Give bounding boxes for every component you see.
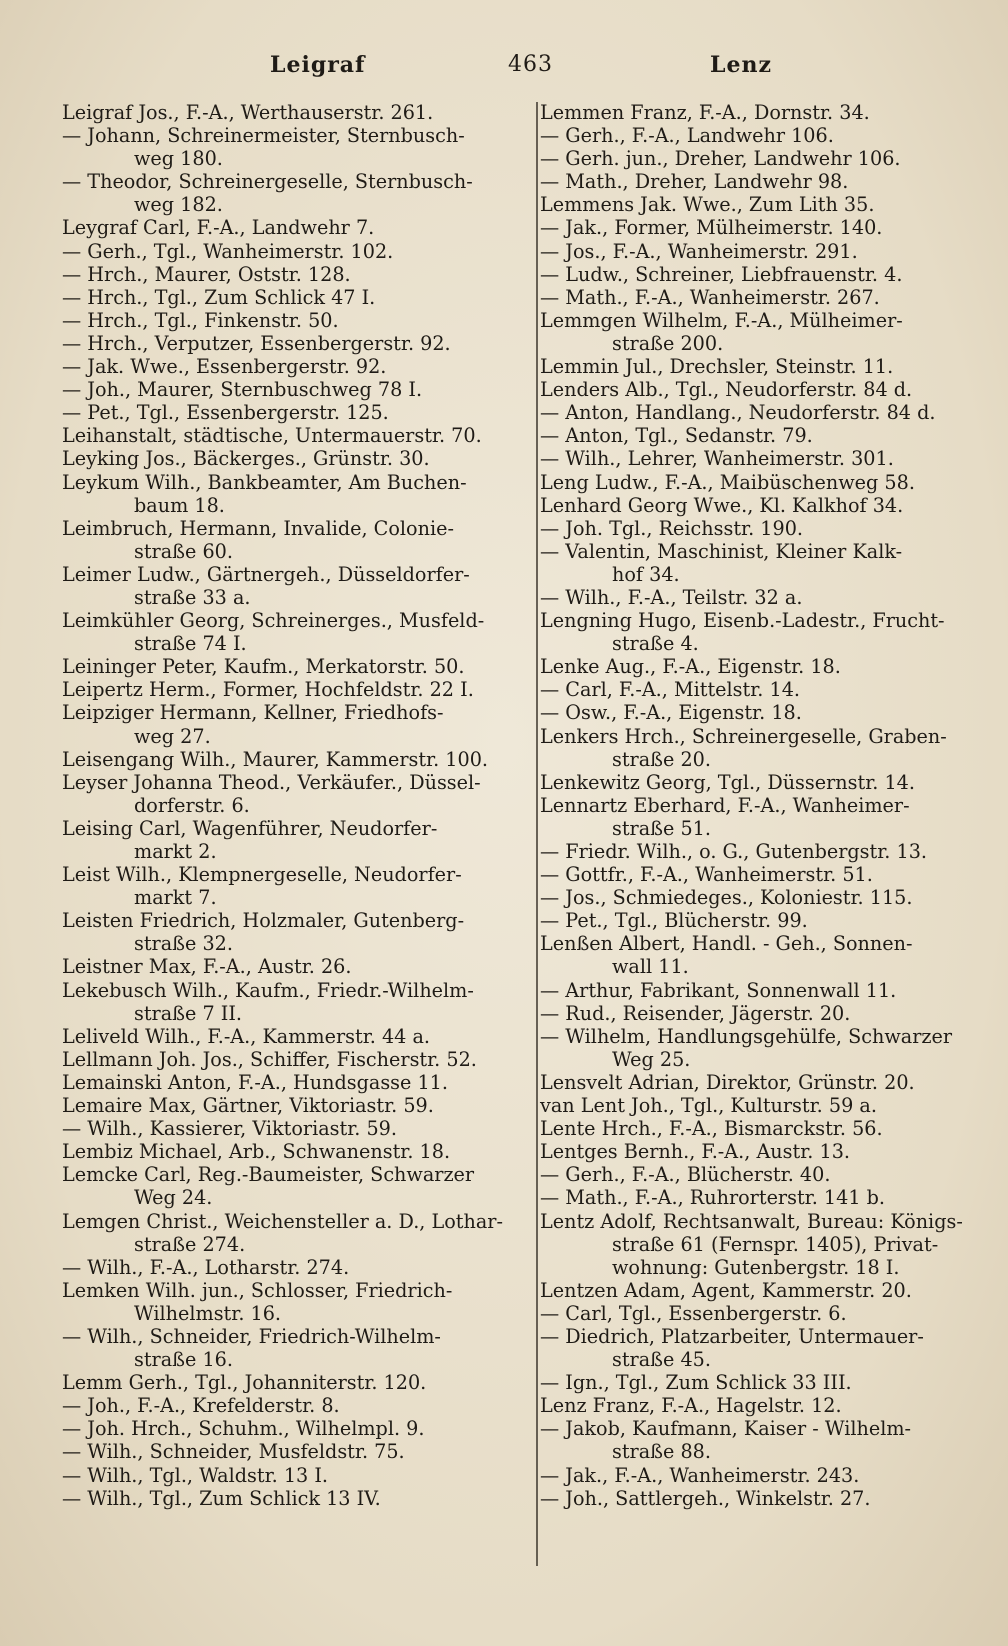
entry-line: Lemmin Jul., Drechsler, Steinstr. 11. bbox=[540, 355, 894, 379]
entry-line: — Gerh. jun., Dreher, Landwehr 106. bbox=[540, 147, 901, 171]
directory-entry bbox=[62, 447, 524, 470]
entry-line: Leimer Ludw., Gärtnergeh., Düsseldorfer- bbox=[62, 562, 470, 586]
directory-entry bbox=[540, 471, 984, 494]
entry-line: — Wilh., Kassierer, Viktoriastr. 59. bbox=[62, 1117, 397, 1141]
directory-entry bbox=[62, 378, 524, 401]
entry-continuation: baum 18. bbox=[134, 493, 225, 517]
entry-line: — Carl, F.-A., Mittelstr. 14. bbox=[540, 678, 801, 702]
entry-line: — Math., Dreher, Landwehr 98. bbox=[540, 170, 849, 194]
entry-continuation: wall 11. bbox=[612, 955, 689, 979]
entry-line: — Osw., F.-A., Eigenstr. 18. bbox=[540, 701, 802, 725]
entry-line: — Jak. Wwe., Essenbergerstr. 92. bbox=[62, 355, 387, 379]
directory-entry bbox=[62, 1417, 524, 1440]
directory-entry bbox=[62, 771, 524, 817]
directory-entry bbox=[540, 840, 984, 863]
entry-line: — Wilh., Schneider, Musfeldstr. 75. bbox=[62, 1440, 405, 1464]
directory-entry bbox=[62, 1325, 524, 1371]
entry-line: — Math., F.-A., Wanheimerstr. 267. bbox=[540, 285, 880, 309]
directory-entry bbox=[62, 1117, 524, 1140]
entry-line: — Jos., F.-A., Wanheimerstr. 291. bbox=[540, 239, 858, 263]
directory-entry bbox=[62, 170, 524, 216]
directory-entry bbox=[540, 193, 984, 216]
directory-entry bbox=[540, 932, 984, 978]
directory-entry bbox=[540, 1487, 984, 1510]
entry-line: Leygraf Carl, F.-A., Landwehr 7. bbox=[62, 216, 375, 240]
entry-line: — Hrch., Tgl., Finkenstr. 50. bbox=[62, 308, 339, 332]
entry-line: — Wilh., F.-A., Teilstr. 32 a. bbox=[540, 585, 803, 609]
entry-line: Lentzen Adam, Agent, Kammerstr. 20. bbox=[540, 1278, 912, 1302]
entry-continuation: straße 88. bbox=[612, 1440, 711, 1464]
directory-entry bbox=[62, 1210, 524, 1256]
entry-line: Leyking Jos., Bäckerges., Grünstr. 30. bbox=[62, 447, 430, 471]
entry-line: — Joh., F.-A., Krefelderstr. 8. bbox=[62, 1394, 340, 1418]
entry-line: — Anton, Tgl., Sedanstr. 79. bbox=[540, 424, 813, 448]
directory-entry bbox=[540, 1279, 984, 1302]
entry-line: — Joh., Sattlergeh., Winkelstr. 27. bbox=[540, 1486, 871, 1510]
directory-entry bbox=[540, 1394, 984, 1417]
directory-entry bbox=[62, 216, 524, 239]
directory-entry bbox=[540, 678, 984, 701]
entry-line: Lemmen Franz, F.-A., Dornstr. 34. bbox=[540, 101, 870, 124]
entry-line: — Jak., F.-A., Wanheimerstr. 243. bbox=[540, 1463, 860, 1487]
entry-continuation: weg 180. bbox=[134, 147, 223, 171]
directory-entry bbox=[540, 586, 984, 609]
entry-line: Lemcke Carl, Reg.-Baumeister, Schwarzer bbox=[62, 1163, 475, 1187]
entry-line: Leigraf Jos., F.-A., Werthauserstr. 261. bbox=[62, 101, 434, 124]
directory-entry bbox=[540, 1025, 984, 1071]
directory-entry bbox=[540, 540, 984, 586]
entry-line: Lellmann Joh. Jos., Schiffer, Fischerstr. 52. bbox=[62, 1047, 477, 1071]
directory-entry bbox=[540, 240, 984, 263]
directory-entry bbox=[62, 1048, 524, 1071]
directory-entry bbox=[540, 424, 984, 447]
directory-entry bbox=[540, 1325, 984, 1371]
directory-entry bbox=[540, 216, 984, 239]
entry-line: Leliveld Wilh., F.-A., Kammerstr. 44 a. bbox=[62, 1024, 431, 1048]
entry-line: — Joh. Hrch., Schuhm., Wilhelmpl. 9. bbox=[62, 1417, 425, 1441]
entry-line: Leipertz Herm., Former, Hochfeldstr. 22 I. bbox=[62, 678, 474, 702]
directory-entry bbox=[62, 240, 524, 263]
page-number: 463 bbox=[508, 52, 553, 77]
directory-entry bbox=[540, 494, 984, 517]
directory-entry bbox=[62, 1440, 524, 1463]
entry-continuation: straße 60. bbox=[134, 539, 233, 563]
entry-line: Leisengang Wilh., Maurer, Kammerstr. 100. bbox=[62, 747, 489, 771]
entry-line: — Theodor, Schreinergeselle, Sternbusch- bbox=[62, 170, 473, 194]
entry-continuation: straße 45. bbox=[612, 1348, 711, 1372]
entry-line: — Wilhelm, Handlungsgehülfe, Schwarzer bbox=[540, 1024, 953, 1048]
entry-continuation: hof 34. bbox=[612, 562, 680, 586]
directory-entry bbox=[62, 609, 524, 655]
directory-entry bbox=[540, 701, 984, 724]
entry-line: Lentz Adolf, Rechtsanwalt, Bureau: Königs- bbox=[540, 1209, 963, 1233]
entry-line: Leimkühler Georg, Schreinerges., Musfeld- bbox=[62, 609, 485, 633]
directory-entry bbox=[62, 1163, 524, 1209]
directory-entry bbox=[540, 1210, 984, 1279]
directory-entry bbox=[62, 1487, 524, 1510]
entry-continuation: weg 182. bbox=[134, 193, 223, 217]
entry-line: — Carl, Tgl., Essenbergerstr. 6. bbox=[540, 1301, 847, 1325]
entry-line: Lenhard Georg Wwe., Kl. Kalkhof 34. bbox=[540, 493, 904, 517]
entry-continuation: straße 32. bbox=[134, 932, 233, 956]
directory-entry bbox=[540, 1163, 984, 1186]
entry-continuation: straße 7 II. bbox=[134, 1001, 243, 1025]
entry-line: — Jos., Schmiedeges., Koloniestr. 115. bbox=[540, 886, 913, 910]
directory-entry bbox=[540, 1094, 984, 1117]
directory-entry bbox=[62, 979, 524, 1025]
directory-entry bbox=[540, 286, 984, 309]
directory-entry bbox=[540, 1417, 984, 1463]
directory-entry bbox=[540, 1464, 984, 1487]
directory-entry bbox=[62, 817, 524, 863]
entry-line: — Jakob, Kaufmann, Kaiser - Wilhelm- bbox=[540, 1417, 912, 1441]
directory-entry bbox=[540, 309, 984, 355]
entry-line: — Ludw., Schreiner, Liebfrauenstr. 4. bbox=[540, 262, 903, 286]
entry-line: van Lent Joh., Tgl., Kulturstr. 59 a. bbox=[540, 1094, 877, 1118]
directory-entry bbox=[62, 263, 524, 286]
entry-line: Leist Wilh., Klempnergeselle, Neudorfer- bbox=[62, 863, 462, 887]
entry-continuation: straße 200. bbox=[612, 331, 724, 355]
entry-line: — Gerh., F.-A., Blücherstr. 40. bbox=[540, 1163, 831, 1187]
entry-line: Lemainski Anton, F.-A., Hundsgasse 11. bbox=[62, 1070, 448, 1094]
directory-entry bbox=[540, 1371, 984, 1394]
entry-line: Lekebusch Wilh., Kaufm., Friedr.-Wilhelm- bbox=[62, 978, 474, 1002]
directory-entry bbox=[62, 1140, 524, 1163]
entry-line: Leisten Friedrich, Holzmaler, Gutenberg- bbox=[62, 909, 465, 933]
entry-line: Lente Hrch., F.-A., Bismarckstr. 56. bbox=[540, 1117, 883, 1141]
entry-line: Leising Carl, Wagenführer, Neudorfer- bbox=[62, 816, 438, 840]
entry-line: Lemmens Jak. Wwe., Zum Lith 35. bbox=[540, 193, 875, 217]
directory-entry bbox=[62, 124, 524, 170]
entry-line: — Ign., Tgl., Zum Schlick 33 III. bbox=[540, 1371, 852, 1395]
directory-entry bbox=[62, 101, 524, 124]
entry-line: Lemm Gerh., Tgl., Johanniterstr. 120. bbox=[62, 1371, 427, 1395]
entry-line: — Jak., Former, Mülheimerstr. 140. bbox=[540, 216, 883, 240]
directory-entry bbox=[62, 332, 524, 355]
directory-entry bbox=[62, 1371, 524, 1394]
right-column bbox=[540, 101, 984, 1510]
directory-entry bbox=[62, 471, 524, 517]
entry-line: — Gerh., F.-A., Landwehr 106. bbox=[540, 124, 834, 148]
entry-continuation: straße 4. bbox=[612, 632, 699, 656]
entry-line: — Pet., Tgl., Blücherstr. 99. bbox=[540, 909, 808, 933]
entry-line: — Joh., Maurer, Sternbuschweg 78 I. bbox=[62, 378, 423, 402]
directory-entry bbox=[62, 1094, 524, 1117]
entry-line: — Valentin, Maschinist, Kleiner Kalk- bbox=[540, 539, 903, 563]
entry-line: Leininger Peter, Kaufm., Merkatorstr. 50. bbox=[62, 655, 465, 679]
column-divider bbox=[536, 102, 538, 1566]
directory-entry bbox=[62, 1071, 524, 1094]
entry-continuation: straße 74 I. bbox=[134, 632, 247, 656]
directory-entry bbox=[62, 355, 524, 378]
entry-line: Lemaire Max, Gärtner, Viktoriastr. 59. bbox=[62, 1094, 434, 1118]
entry-continuation: Wilhelmstr. 16. bbox=[134, 1301, 282, 1325]
directory-entry bbox=[540, 609, 984, 655]
entry-line: Lemken Wilh. jun., Schlosser, Friedrich- bbox=[62, 1278, 453, 1302]
directory-entry bbox=[540, 147, 984, 170]
directory-entry bbox=[540, 1302, 984, 1325]
entry-continuation: markt 7. bbox=[134, 886, 217, 910]
directory-entry bbox=[540, 771, 984, 794]
entry-line: — Gerh., Tgl., Wanheimerstr. 102. bbox=[62, 239, 394, 263]
directory-entry bbox=[62, 517, 524, 563]
directory-entry bbox=[540, 1140, 984, 1163]
directory-entry bbox=[540, 101, 984, 124]
directory-entry bbox=[62, 678, 524, 701]
entry-line: — Johann, Schreinermeister, Sternbusch- bbox=[62, 124, 465, 148]
directory-entry bbox=[62, 1394, 524, 1417]
directory-entry bbox=[62, 401, 524, 424]
directory-entry bbox=[62, 655, 524, 678]
directory-entry bbox=[62, 701, 524, 747]
entry-continuation: straße 20. bbox=[612, 747, 711, 771]
directory-entry bbox=[540, 170, 984, 193]
entry-line: — Wilh., Tgl., Waldstr. 13 I. bbox=[62, 1463, 329, 1487]
entry-line: — Math., F.-A., Ruhrorterstr. 141 b. bbox=[540, 1186, 886, 1210]
directory-entry bbox=[540, 794, 984, 840]
directory-entry bbox=[62, 1256, 524, 1279]
running-head-right: Lenz bbox=[710, 52, 772, 78]
entry-line: Lenkewitz Georg, Tgl., Düssernstr. 14. bbox=[540, 770, 915, 794]
entry-line: — Hrch., Tgl., Zum Schlick 47 I. bbox=[62, 285, 376, 309]
directory-entry bbox=[540, 1071, 984, 1094]
entry-line: — Wilh., F.-A., Lotharstr. 274. bbox=[62, 1255, 350, 1279]
directory-entry bbox=[540, 517, 984, 540]
directory-entry bbox=[540, 124, 984, 147]
directory-entry bbox=[540, 447, 984, 470]
entry-line: — Diedrich, Platzarbeiter, Untermauer- bbox=[540, 1324, 924, 1348]
entry-line: Lennartz Eberhard, F.-A., Wanheimer- bbox=[540, 793, 910, 817]
entry-line: — Friedr. Wilh., o. G., Gutenbergstr. 13. bbox=[540, 840, 928, 863]
entry-line: — Hrch., Maurer, Oststr. 128. bbox=[62, 262, 351, 286]
directory-entry bbox=[540, 979, 984, 1002]
entry-line: Lenz Franz, F.-A., Hagelstr. 12. bbox=[540, 1394, 842, 1418]
directory-entry bbox=[62, 748, 524, 771]
entry-continuation: straße 16. bbox=[134, 1348, 233, 1372]
entry-line: Lenders Alb., Tgl., Neudorferstr. 84 d. bbox=[540, 378, 913, 402]
directory-entry bbox=[62, 1464, 524, 1487]
entry-line: — Rud., Reisender, Jägerstr. 20. bbox=[540, 1001, 851, 1025]
entry-line: Lensvelt Adrian, Direktor, Grünstr. 20. bbox=[540, 1070, 915, 1094]
entry-line: Leyser Johanna Theod., Verkäufer., Düssel- bbox=[62, 770, 481, 794]
directory-entry bbox=[540, 725, 984, 771]
entry-continuation: markt 2. bbox=[134, 840, 217, 863]
entry-line: Lemmgen Wilhelm, F.-A., Mülheimer- bbox=[540, 308, 903, 332]
entry-line: — Wilh., Tgl., Zum Schlick 13 IV. bbox=[62, 1486, 381, 1510]
entry-continuation: straße 61 (Fernspr. 1405), Privat- bbox=[612, 1232, 939, 1256]
directory-entry bbox=[62, 1279, 524, 1325]
entry-line: — Wilh., Lehrer, Wanheimerstr. 301. bbox=[540, 447, 894, 471]
directory-entry bbox=[62, 1025, 524, 1048]
directory-entry bbox=[540, 863, 984, 886]
entry-line: — Gottfr., F.-A., Wanheimerstr. 51. bbox=[540, 863, 873, 887]
entry-continuation: dorferstr. 6. bbox=[134, 793, 250, 817]
entry-continuation: straße 51. bbox=[612, 816, 711, 840]
directory-entry bbox=[540, 401, 984, 424]
left-column bbox=[62, 101, 524, 1510]
directory-entry bbox=[540, 909, 984, 932]
entry-line: Lenßen Albert, Handl. - Geh., Sonnen- bbox=[540, 932, 913, 956]
entry-line: — Pet., Tgl., Essenbergerstr. 125. bbox=[62, 401, 389, 425]
directory-entry bbox=[62, 909, 524, 955]
entry-line: Lengning Hugo, Eisenb.-Ladestr., Frucht- bbox=[540, 609, 945, 633]
entry-line: — Wilh., Schneider, Friedrich-Wilhelm- bbox=[62, 1324, 441, 1348]
entry-line: — Hrch., Verputzer, Essenbergerstr. 92. bbox=[62, 331, 451, 355]
page-header bbox=[60, 52, 968, 92]
directory-entry bbox=[540, 355, 984, 378]
directory-entry bbox=[540, 1002, 984, 1025]
entry-continuation: Weg 25. bbox=[612, 1047, 691, 1071]
directory-entry bbox=[62, 424, 524, 447]
entry-line: — Anton, Handlang., Neudorferstr. 84 d. bbox=[540, 401, 936, 425]
entry-line: Lenkers Hrch., Schreinergeselle, Graben- bbox=[540, 724, 947, 748]
entry-line: Leistner Max, F.-A., Austr. 26. bbox=[62, 955, 352, 979]
entry-line: Lentges Bernh., F.-A., Austr. 13. bbox=[540, 1140, 850, 1164]
running-head-left: Leigraf bbox=[270, 52, 366, 78]
directory-entry bbox=[62, 286, 524, 309]
entry-line: Leihanstalt, städtische, Untermauerstr. 70. bbox=[62, 424, 482, 448]
entry-continuation: weg 27. bbox=[134, 724, 211, 748]
directory-entry bbox=[540, 1117, 984, 1140]
entry-line: — Arthur, Fabrikant, Sonnenwall 11. bbox=[540, 978, 897, 1002]
directory-entry bbox=[540, 263, 984, 286]
directory-entry bbox=[62, 863, 524, 909]
directory-entry bbox=[540, 886, 984, 909]
entry-line: Lemgen Christ., Weichensteller a. D., Lothar- bbox=[62, 1209, 503, 1233]
directory-entry bbox=[62, 309, 524, 332]
entry-line: Lenke Aug., F.-A., Eigenstr. 18. bbox=[540, 655, 841, 679]
directory-entry bbox=[540, 378, 984, 401]
entry-continuation: Weg 24. bbox=[134, 1186, 213, 1210]
entry-line: Leng Ludw., F.-A., Maibüschenweg 58. bbox=[540, 470, 915, 494]
entry-line: Leipziger Hermann, Kellner, Friedhofs- bbox=[62, 701, 444, 725]
directory-entry bbox=[540, 1186, 984, 1209]
entry-line: Lembiz Michael, Arb., Schwanenstr. 18. bbox=[62, 1140, 451, 1164]
directory-entry bbox=[62, 563, 524, 609]
entry-line: Leykum Wilh., Bankbeamter, Am Buchen- bbox=[62, 470, 467, 494]
entry-continuation: straße 274. bbox=[134, 1232, 246, 1256]
entry-line: — Joh. Tgl., Reichsstr. 190. bbox=[540, 516, 804, 540]
directory-entry bbox=[62, 955, 524, 978]
entry-continuation: wohnung: Gutenbergstr. 18 I. bbox=[612, 1255, 900, 1279]
entry-line: Leimbruch, Hermann, Invalide, Colonie- bbox=[62, 516, 454, 540]
entry-continuation: straße 33 a. bbox=[134, 585, 251, 609]
directory-entry bbox=[540, 655, 984, 678]
